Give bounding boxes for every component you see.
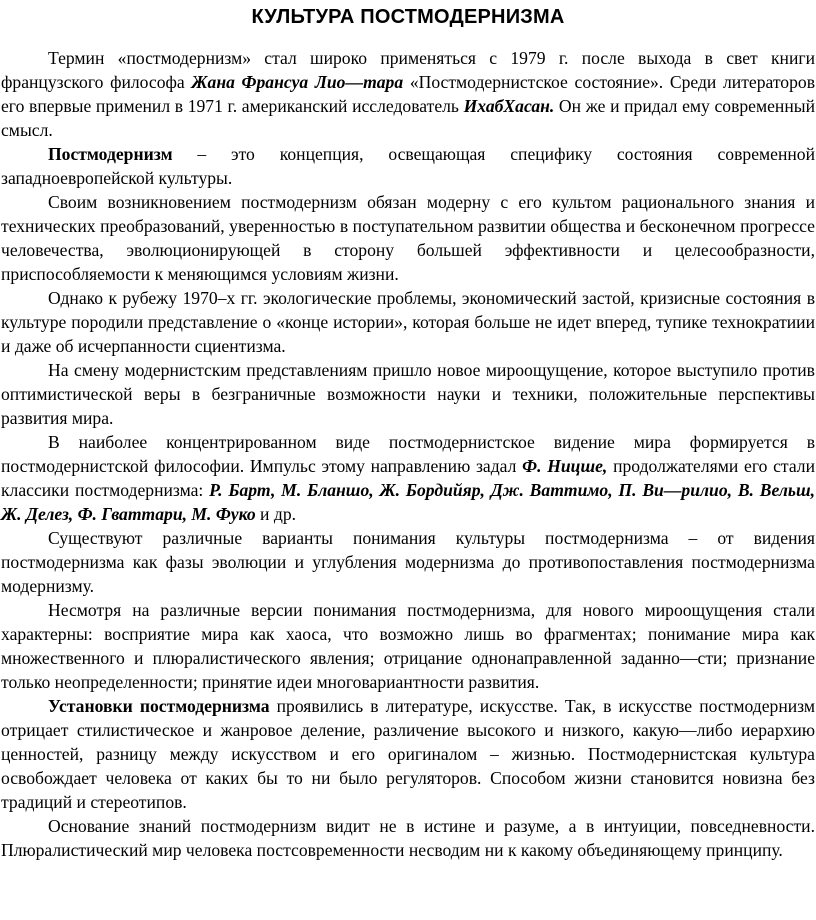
text-run: В наиболее концентрированном виде постмодернистское видение мира формируется в постмодернистской философии. Импульс этому направлению задал: [1, 432, 815, 476]
paragraph-definition: [1, 142, 815, 190]
term-postmodernism: Постмодернизм: [48, 144, 173, 164]
paragraph-crisis: Однако к рубежу 1970–х гг. экологические проблемы, экономический застой, кризисные состояния в культуре породили представление о «конце истории», которая больше не идет вперед, тупике технократиии и даже об исчерпанности сциентизма.: [1, 288, 815, 356]
text-run: Термин «постмодернизм» стал широко применяться с 1979 г. после выхода в свет книги французского философа: [1, 48, 815, 92]
text-run: – это концепция, освещающая специфику состояния современной западноевропейской культуры.: [1, 144, 815, 188]
paragraph-modernity: Своим возникновением постмодернизм обязан модерну с его культом рационального знания и технических преобразований, уверенностью в поступательном развитии общества и бесконечном прогрессе человечества, эволюционирующей в сторону большей эффективности и целесообразности, приспособляемости к меняющимся условиям жизни.: [1, 192, 815, 284]
text-run: продолжателями его стали классики постмодернизма:: [1, 456, 815, 500]
text-run: проявились в литературе, искусстве. Так, в искусстве постмодернизм отрицает стилистическое и жанровое деление, различение высокого и низкого, какую—либо иерархию ценностей, разницу между искусством и его оригиналом – жизнью. Постмодернистская культура освобождает человека от каких бы то ни было регуляторов. Способом жизни становится новизна без традиций и стереотипов.: [1, 696, 815, 812]
paragraph-term-origin: [1, 46, 815, 142]
author-name-lyotard: Жана Франсуа Лио—тара: [191, 72, 404, 92]
author-names-classics: Р. Барт, М. Бланшо, Ж. Бордийяр, Дж. Ваттимо, П. Ви—рилио, В. Вельш, Ж. Делез, Ф. Гваттари, М. Фуко: [1, 480, 815, 524]
text-run: «Постмодернистское состояние». Среди литераторов его впервые применил в 1971 г. американский исследователь: [1, 72, 815, 116]
author-name-hassan: ИхабХасан.: [463, 96, 555, 116]
text-run: и др.: [255, 504, 297, 524]
paragraph-philosophy: [1, 430, 815, 526]
paragraph-new-worldview: На смену модернистским представлениям пришло новое мироощущение, которое выступило против оптимистической веры в безграничные возможности науки и техники, положительные перспективы развития мира.: [1, 360, 815, 428]
paragraph-attitudes: [1, 694, 815, 814]
paragraph-knowledge: Основание знаний постмодернизм видит не в истине и разуме, а в интуиции, повседневности. Плюралистический мир человека постсовременности несводим ни к какому объединяющему принципу.: [1, 816, 815, 860]
document-title: КУЛЬТУРА ПОСТМОДЕРНИЗМА: [251, 6, 565, 28]
author-name-nietzsche: Ф. Ницше,: [522, 456, 608, 476]
text-run: Он же и придал ему современный смысл.: [1, 96, 815, 140]
term-attitudes: Установки постмодернизма: [48, 696, 270, 716]
paragraph-characteristics: Несмотря на различные версии понимания постмодернизма, для нового мироощущения стали характерны: восприятие мира как хаоса, что возможно лишь во фрагментах; понимание мира как множественного и плюралистического явления; отрицание однонаправленной заданно—сти; признание только неопределенности; принятие идеи многовариантности развития.: [1, 600, 815, 692]
paragraph-variants: Существуют различные варианты понимания культуры постмодернизма – от видения постмодернизма как фазы эволюции и углубления модернизма до противопоставления постмодернизма модернизму.: [1, 528, 815, 596]
